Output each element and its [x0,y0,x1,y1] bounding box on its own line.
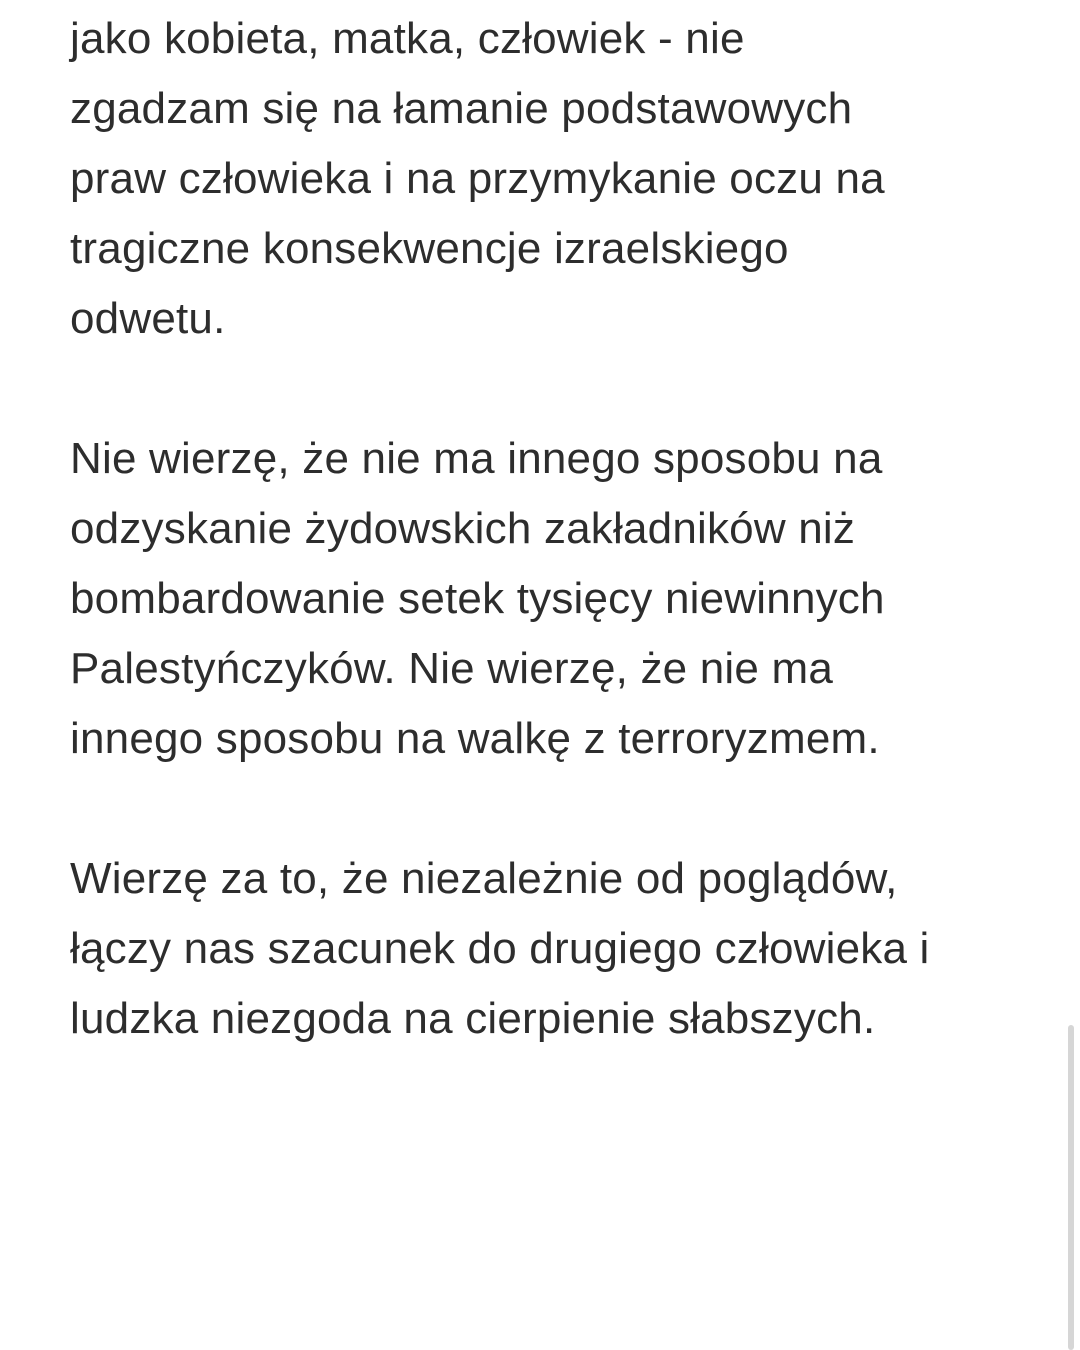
text-line: Palestyńczyków. Nie wierzę, że nie ma [70,644,834,693]
text-line: odzyskanie żydowskich zakładników niż [70,504,856,553]
text-line: Nie wierzę, że nie ma innego sposobu na [70,434,883,483]
text-line: praw człowieka i na przymykanie oczu na [70,154,885,203]
paragraph-3 [70,844,1050,1054]
text-line: bombardowanie setek tysięcy niewinnych [70,574,885,623]
text-line: zgadzam się na łamanie podstawowych [70,84,853,133]
paragraph-1 [70,4,1050,354]
text-line: odwetu. [70,294,226,343]
paragraph-2 [70,424,1050,774]
text-line: innego sposobu na walkę z terroryzmem. [70,714,880,763]
note-body [70,4,1050,1054]
text-line: jako kobieta, matka, człowiek - nie [70,14,745,63]
text-line: Wierzę za to, że niezależnie od poglądów, [70,854,898,903]
text-line: ludzka niezgoda na cierpienie słabszych. [70,994,876,1043]
vertical-scrollbar[interactable] [1068,1025,1074,1350]
text-line: tragiczne konsekwencje izraelskiego [70,224,789,273]
text-line: łączy nas szacunek do drugiego człowieka i [70,924,930,973]
